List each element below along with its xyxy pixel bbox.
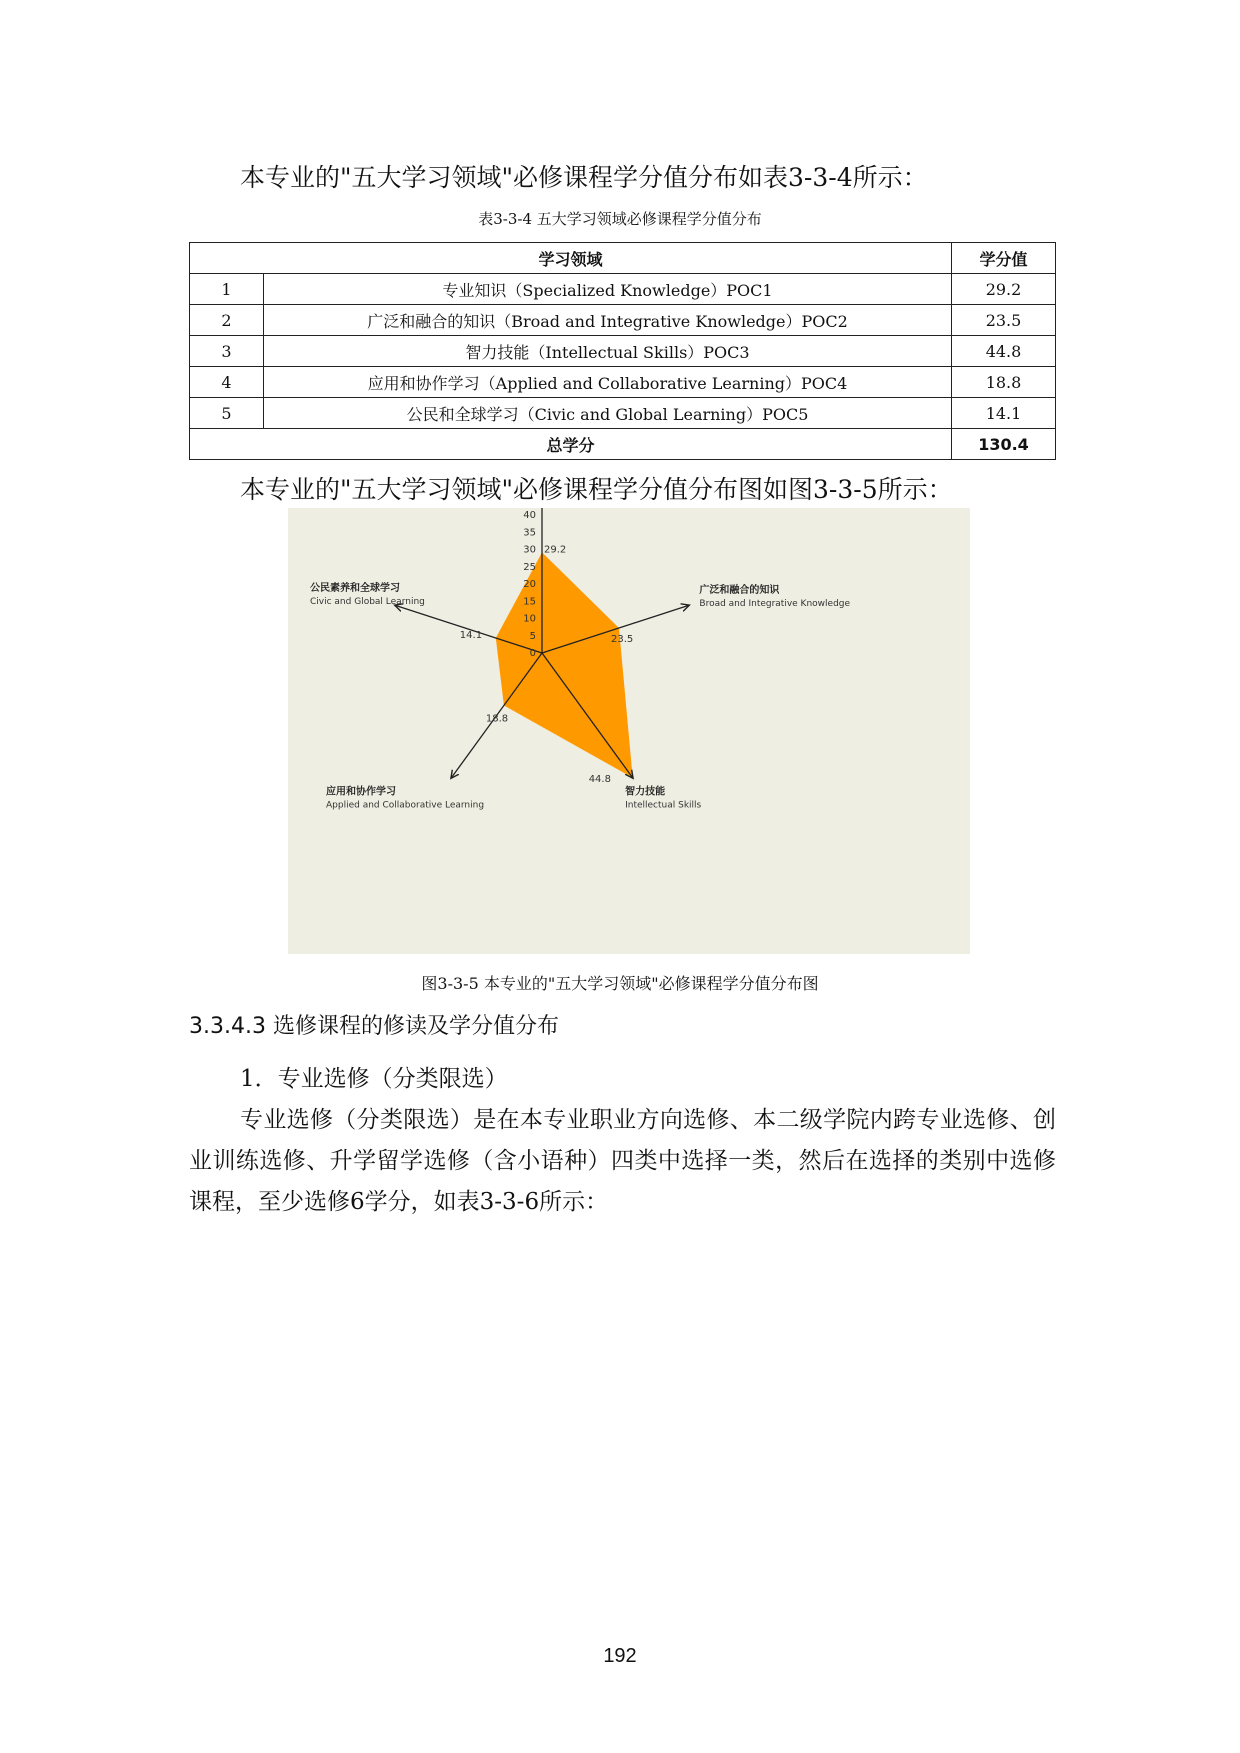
table-row	[190, 336, 1056, 367]
axis-tick-label: 35	[523, 527, 536, 539]
data-value-label: 14.1	[459, 630, 483, 641]
table-body	[190, 274, 1056, 429]
data-area	[496, 552, 633, 777]
axis-tick-label: 5	[529, 630, 536, 642]
axis-tick-label: 0	[529, 648, 536, 659]
axis-tick-label: 40	[523, 510, 536, 522]
table-row	[190, 274, 1056, 305]
row-domain: 公民和全球学习（Civic and Global Learning）POC5	[264, 398, 952, 429]
body-paragraph: 专业选修（分类限选）是在本专业职业方向选修、本二级学院内跨专业选修、创业训练选修、升学留学选修（含小语种）四类中选择一类，然后在选择的类别中选修课程，至少选修6学分，如表3-3-6所示：	[189, 1107, 1056, 1215]
row-domain: 应用和协作学习（Applied and Collaborative Learning）POC4	[264, 367, 952, 398]
radar-chart	[288, 508, 970, 954]
row-domain: 专业知识（Specialized Knowledge）POC1	[264, 274, 952, 305]
row-credits: 23.5	[952, 305, 1056, 336]
row-number: 1	[190, 274, 264, 305]
row-number: 4	[190, 367, 264, 398]
axis-subtitle: Broad and Integrative Knowledge	[699, 599, 851, 610]
axis-subtitle: Civic and Global Learning	[310, 597, 425, 608]
axis-tick-label: 25	[523, 561, 536, 573]
total-row	[190, 429, 1056, 460]
data-value-label: 44.8	[588, 773, 611, 785]
row-number: 3	[190, 336, 264, 367]
table-row	[190, 398, 1056, 429]
section-heading: 3.3.4.3 选修课程的修读及学分值分布	[189, 1014, 559, 1039]
figure-caption: 图3-3-5 本专业的"五大学习领域"必修课程学分值分布图	[421, 974, 819, 993]
axis-title: 广泛和融合的知识	[699, 585, 780, 597]
axis-title: 应用和协作学习	[326, 786, 396, 798]
table-row	[190, 305, 1056, 336]
table-row	[190, 367, 1056, 398]
row-domain: 广泛和融合的知识（Broad and Integrative Knowledge）POC2	[264, 305, 952, 336]
row-number: 5	[190, 398, 264, 429]
row-number: 2	[190, 305, 264, 336]
axis-title: 智力技能	[625, 786, 666, 798]
data-value-label: 23.5	[611, 634, 634, 645]
row-domain: 智力技能（Intellectual Skills）POC3	[264, 336, 952, 367]
total-label: 总学分	[190, 429, 952, 460]
page-number: 192	[603, 1645, 637, 1667]
total-value: 130.4	[952, 429, 1056, 460]
data-value-label: 29.2	[544, 544, 567, 556]
radar-chart-svg	[288, 508, 970, 954]
table-caption: 表3-3-4 五大学习领域必修课程学分值分布	[478, 210, 762, 228]
axis-subtitle: Applied and Collaborative Learning	[326, 800, 485, 811]
data-value-label: 18.8	[485, 713, 509, 725]
table-header-row	[190, 243, 1056, 274]
axis-tick-label: 15	[523, 596, 536, 608]
table-intro-text: 本专业的"五大学习领域"必修课程学分值分布如表3-3-4所示：	[240, 163, 928, 192]
axis-tick-label: 20	[523, 579, 536, 591]
axis-subtitle: Intellectual Skills	[625, 800, 702, 811]
credits-table	[189, 242, 1056, 460]
row-credits: 18.8	[952, 367, 1056, 398]
header-domain: 学习领域	[190, 243, 952, 274]
axis-tick-label: 10	[523, 613, 536, 625]
axis-tick-label: 30	[523, 544, 536, 556]
figure-intro-text: 本专业的"五大学习领域"必修课程学分值分布图如图3-3-5所示：	[240, 475, 953, 504]
axis-title: 公民素养和全球学习	[310, 583, 400, 595]
row-credits: 14.1	[952, 398, 1056, 429]
sub-item-heading: 1．专业选修（分类限选）	[240, 1066, 508, 1092]
row-credits: 29.2	[952, 274, 1056, 305]
row-credits: 44.8	[952, 336, 1056, 367]
header-credits: 学分值	[952, 243, 1056, 274]
